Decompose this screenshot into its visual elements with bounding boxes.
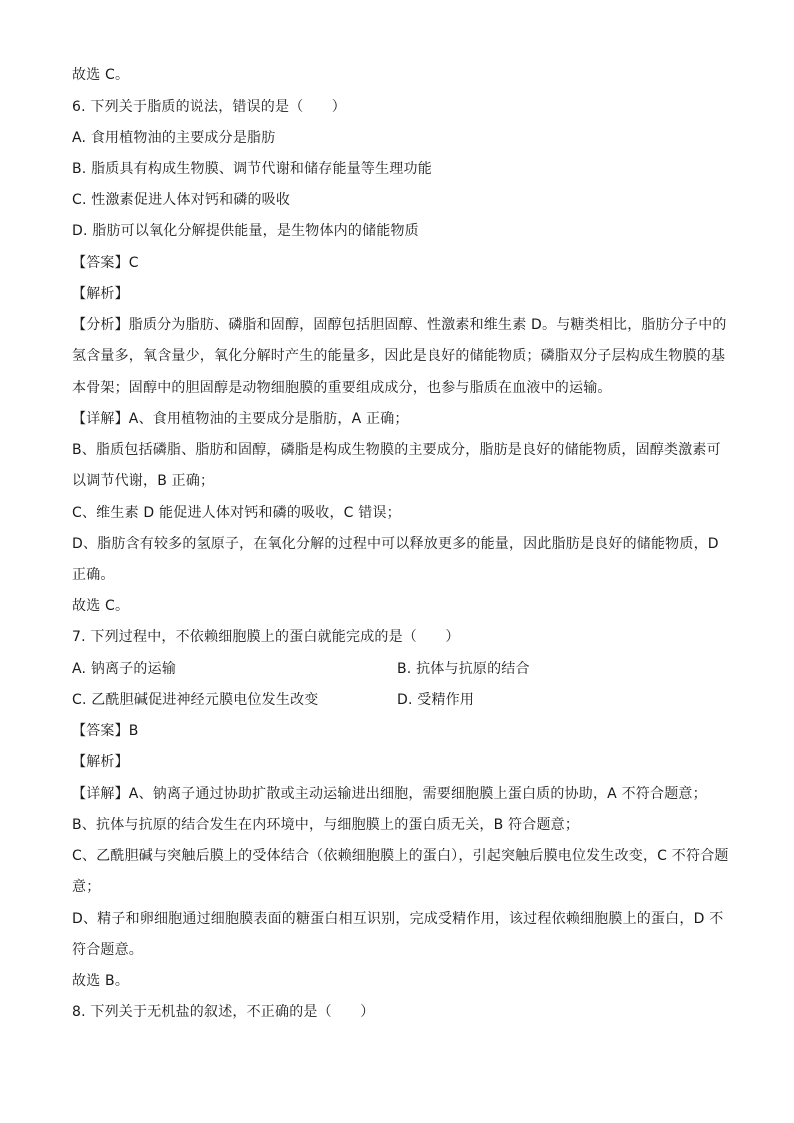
question-6-option-b: B. 脂质具有构成生物膜、调节代谢和储存能量等生理功能: [72, 161, 432, 177]
text-line: C、乙酰胆碱与突触后膜上的受体结合（依赖细胞膜上的蛋白），引起突触后膜电位发生改变，C 不符合题: [72, 848, 729, 864]
text-line: B、脂质包括磷脂、脂肪和固醇，磷脂是构成生物膜的主要成分，脂肪是良好的储能物质，固醇类激素可: [72, 442, 721, 458]
text-line: 【详解】A、食用植物油的主要成分是脂肪，A 正确；: [72, 411, 409, 427]
text-line: C、维生素 D 能促进人体对钙和磷的吸收，C 错误；: [72, 505, 401, 521]
text-line: 符合题意。: [72, 942, 143, 958]
text-line: 本骨架；固醇中的胆固醇是动物细胞膜的重要组成成分，也参与脂质在血液中的运输。: [72, 380, 612, 396]
text-line: 故选 C。: [72, 67, 130, 83]
text-line: 【分析】脂质分为脂肪、磷脂和固醇，固醇包括胆固醇、性激素和维生素 D。与糖类相比，脂肪分子中的: [72, 317, 727, 333]
text-line: 以调节代谢，B 正确；: [72, 473, 215, 489]
question-6-option-c: C. 性激素促进人体对钙和磷的吸收: [72, 192, 291, 208]
question-7-option-a: A. 钠离子的运输: [72, 661, 177, 677]
answer-label: 【答案】C: [72, 255, 139, 271]
analysis-label: 【解析】: [72, 754, 129, 770]
question-7-option-d: D. 受精作用: [397, 692, 475, 708]
text-line: 【详解】A、钠离子通过协助扩散或主动运输进出细胞，需要细胞膜上蛋白质的协助，A 不符合题意；: [72, 786, 707, 802]
text-line: D、精子和卵细胞通过细胞膜表面的糖蛋白相互识别，完成受精作用，该过程依赖细胞膜上的蛋白，D 不: [72, 911, 724, 927]
question-8-stem: 8. 下列关于无机盐的叙述，不正确的是（ ）: [72, 1004, 375, 1020]
text-line: 意；: [72, 879, 101, 895]
analysis-label: 【解析】: [72, 286, 129, 302]
question-7-stem: 7. 下列过程中，不依赖细胞膜上的蛋白就能完成的是（ ）: [72, 629, 460, 645]
text-line: B、抗体与抗原的结合发生在内环境中，与细胞膜上的蛋白质无关，B 符合题意；: [72, 817, 580, 833]
text-line: 故选 B。: [72, 973, 130, 989]
answer-label: 【答案】B: [72, 723, 139, 739]
question-7-option-b: B. 抗体与抗原的结合: [397, 661, 530, 677]
text-line: 故选 C。: [72, 598, 130, 614]
text-line: 氢含量多，氧含量少，氧化分解时产生的能量多，因此是良好的储能物质；磷脂双分子层构成生物膜的基: [72, 348, 726, 364]
question-7-option-c: C. 乙酰胆碱促进神经元膜电位发生改变: [72, 692, 319, 708]
question-6-option-a: A. 食用植物油的主要成分是脂肪: [72, 130, 276, 146]
text-line: D、脂肪含有较多的氢原子，在氧化分解的过程中可以释放更多的能量，因此脂肪是良好的储能物质，D: [72, 536, 719, 552]
question-6-option-d: D. 脂肪可以氧化分解提供能量，是生物体内的储能物质: [72, 223, 419, 239]
text-line: 正确。: [72, 567, 115, 583]
question-6-stem: 6. 下列关于脂质的说法，错误的是（ ）: [72, 99, 347, 115]
